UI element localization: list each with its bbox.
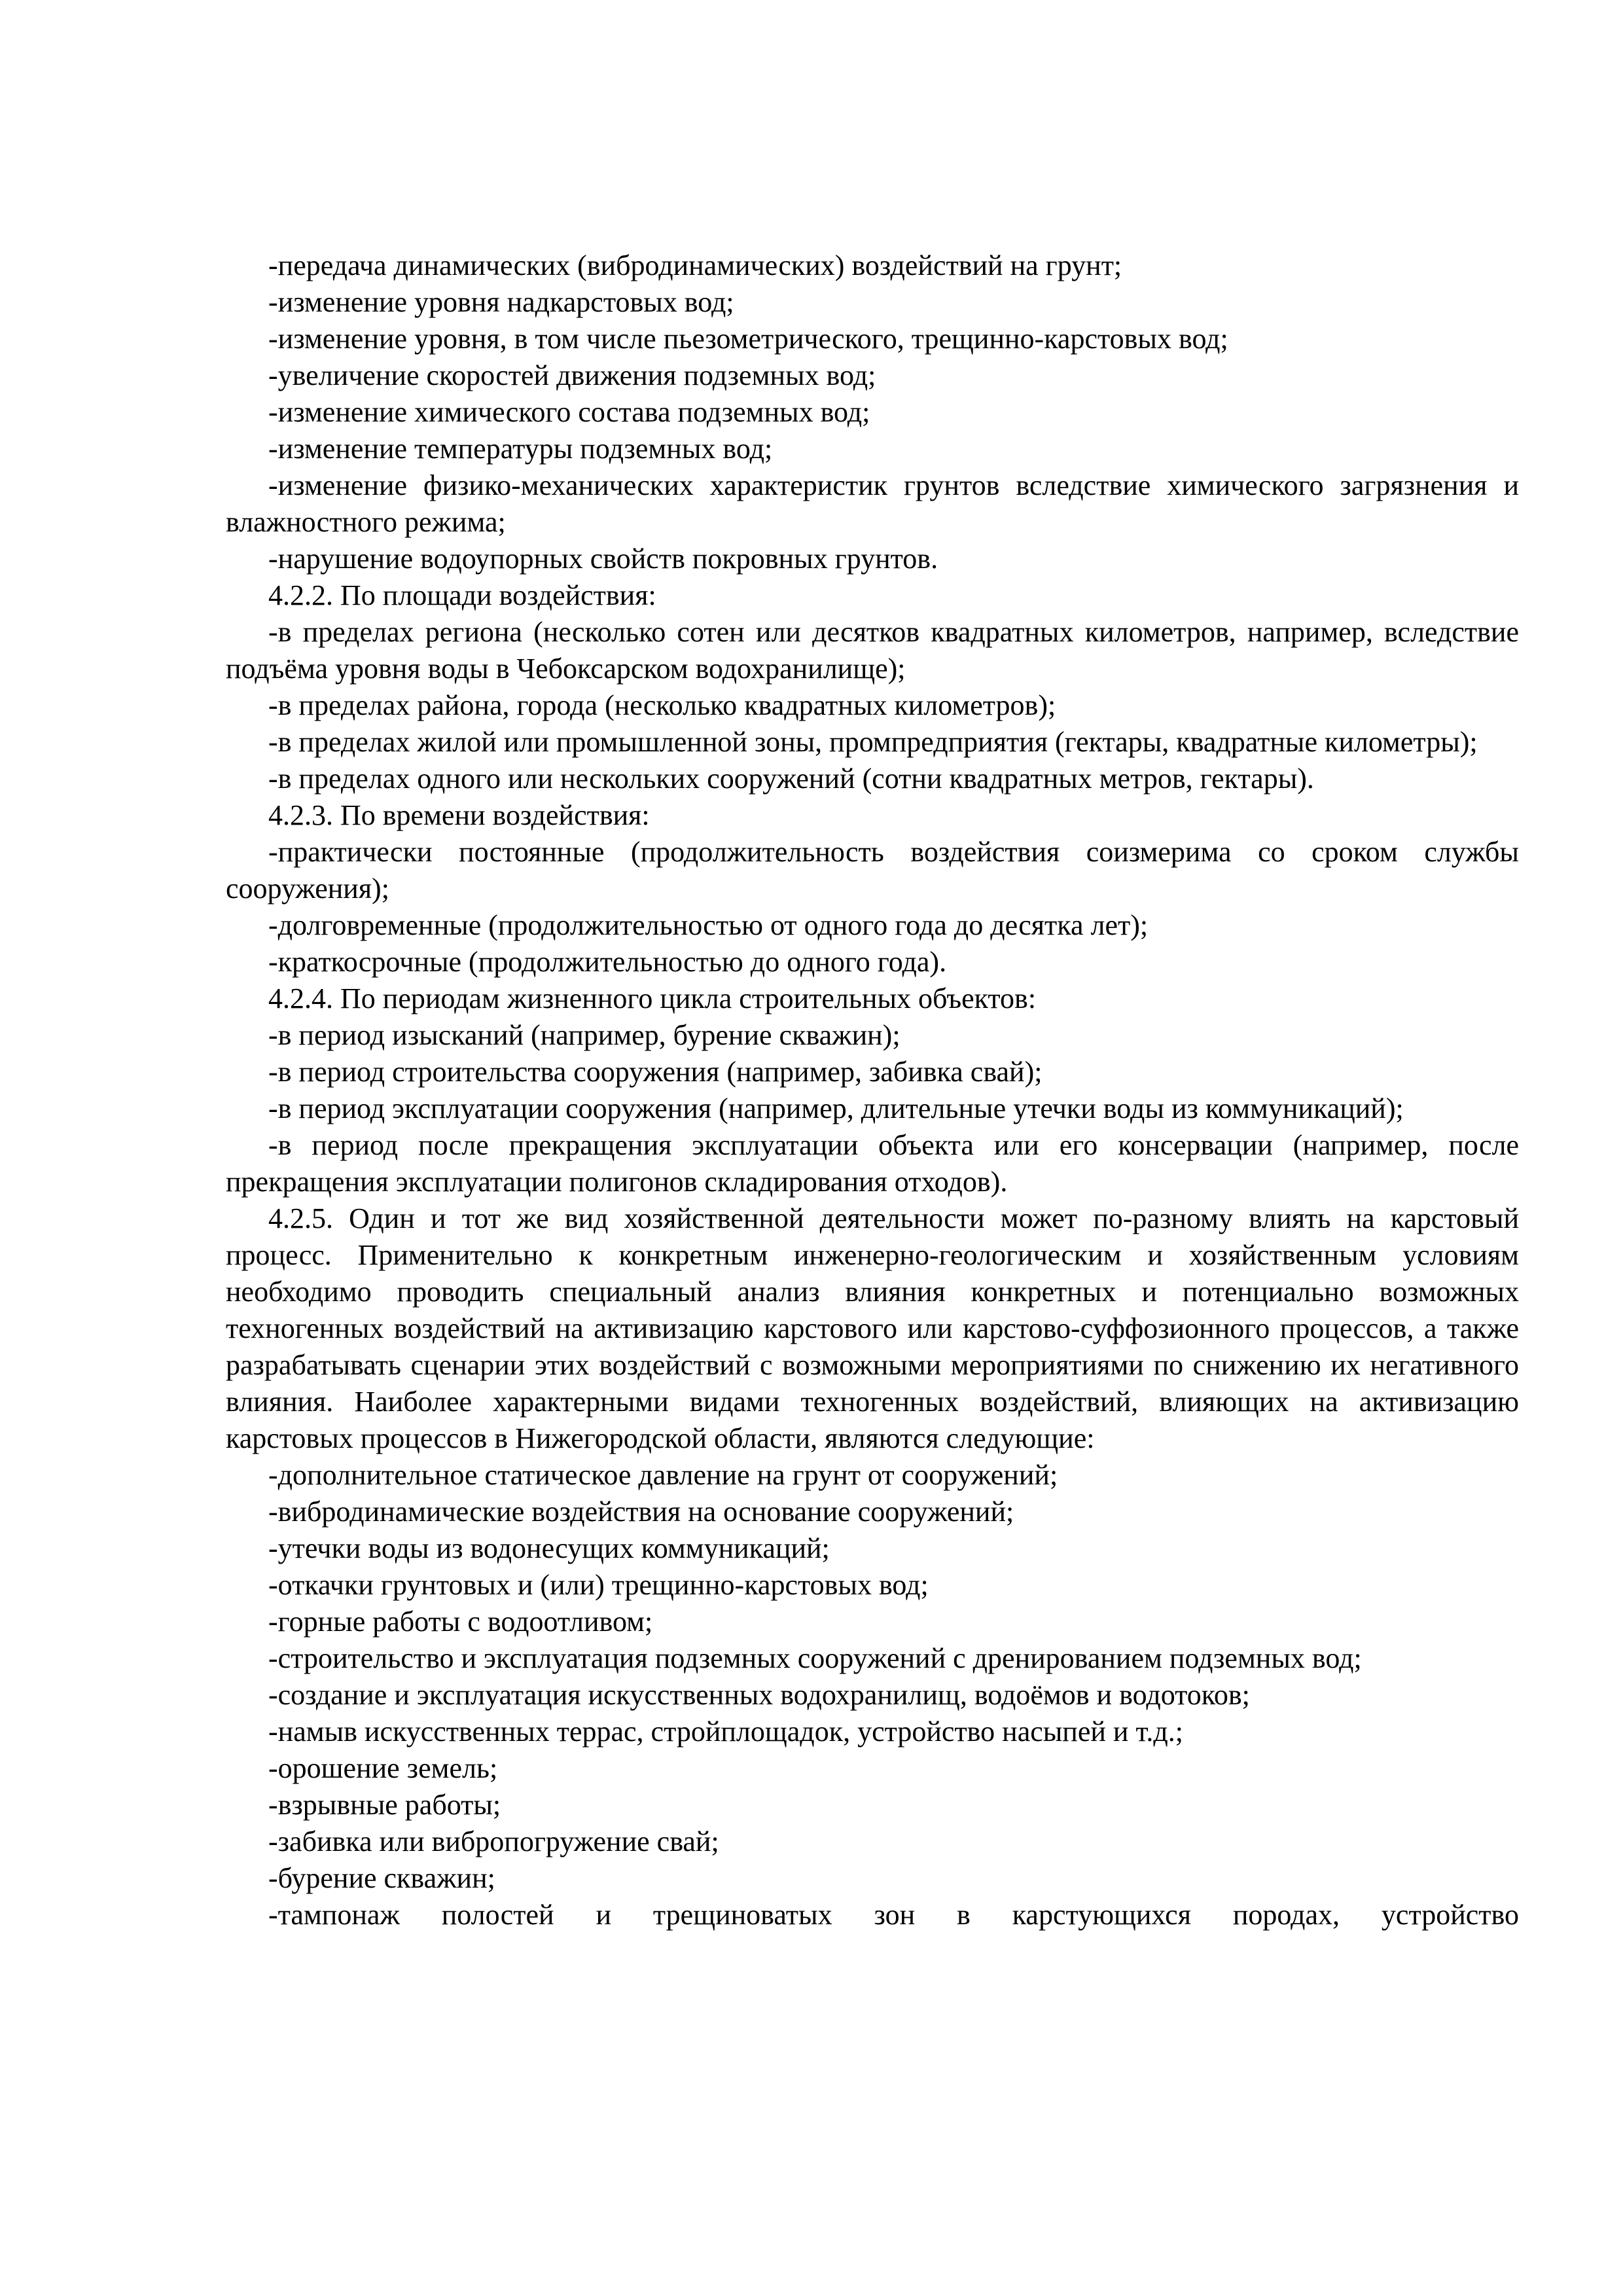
list-item: -в пределах района, города (несколько квадратных километров); [268, 689, 1056, 721]
list-item: -в пределах жилой или промышленной зоны, промпредприятия (гектары, квадратные километры); [268, 726, 1478, 758]
list-item: -в период строительства сооружения (например, забивка свай); [268, 1056, 1043, 1088]
list-item: -изменение химического состава подземных вод; [268, 396, 870, 428]
list-item: -орошение земель; [268, 1752, 498, 1784]
body-paragraph: 4.2.5. Один и тот же вид хозяйственной деятельности может по-разному влиять на карстовый процесс. Применительно к конкретным инженерно-геологическим и хозяйственным условиям необходимо проводить специальный анализ влияния конкретных и потенциально возможных техногенных воздействий на активизацию карстового или карстово-суффозионного процессов, а также разрабатывать сценарии этих воздействий с возможными мероприятиями по снижению их негативного влияния. Наиболее характерными видами техногенных воздействий, влияющих на активизацию карстовых процессов в Нижегородской области, являются следующие: [226, 1202, 1519, 1454]
list-item: -дополнительное статическое давление на грунт от сооружений; [268, 1459, 1058, 1491]
list-item: -долговременные (продолжительностью от одного года до десятка лет); [268, 909, 1149, 941]
list-item: -в период эксплуатации сооружения (например, длительные утечки воды из коммуникаций); [268, 1092, 1404, 1124]
list-item: -намыв искусственных террас, стройплощадок, устройство насыпей и т.д.; [268, 1715, 1184, 1748]
list-item: -изменение уровня надкарстовых вод; [268, 286, 734, 318]
list-item: -взрывные работы; [268, 1789, 501, 1821]
list-item: -увеличение скоростей движения подземных вод; [268, 359, 876, 391]
list-item: -утечки воды из водонесущих коммуникаций; [268, 1532, 830, 1564]
list-item: -передача динамических (вибродинамических) воздействий на грунт; [268, 249, 1122, 281]
section-heading: 4.2.2. По площади воздействия: [268, 579, 656, 611]
section-heading: 4.2.4. По периодам жизненного цикла строительных объектов: [268, 982, 1037, 1014]
list-item: -тампонаж полостей и трещиноватых зон в карстующихся породах, устройство [268, 1899, 1519, 1931]
list-item: -создание и эксплуатация искусственных водохранилищ, водоёмов и водотоков; [268, 1679, 1250, 1711]
list-item: -горные работы с водоотливом; [268, 1605, 653, 1638]
list-item: -откачки грунтовых и (или) трещинно-карстовых вод; [268, 1569, 929, 1601]
list-item: -бурение скважин; [268, 1862, 495, 1894]
list-item: -в пределах одного или нескольких сооружений (сотни квадратных метров, гектары). [268, 762, 1314, 795]
list-item: -краткосрочные (продолжительностью до одного года). [268, 946, 947, 978]
section-heading: 4.2.3. По времени воздействия: [268, 799, 650, 831]
list-item: -в период изысканий (например, бурение скважин); [268, 1019, 901, 1051]
list-item: -изменение температуры подземных вод; [268, 433, 773, 465]
list-item: -забивка или вибропогружение свай; [268, 1825, 719, 1857]
list-item: -вибродинамические воздействия на основание сооружений; [268, 1496, 1014, 1528]
list-item: -нарушение водоупорных свойств покровных грунтов. [268, 543, 938, 575]
list-item: -практически постоянные (продолжительность воздействия соизмерима со сроком службы сооружения); [226, 836, 1519, 905]
list-item: -изменение физико-механических характеристик грунтов вследствие химического загрязнения и влажностного режима; [226, 469, 1519, 538]
list-item: -изменение уровня, в том числе пьезометрического, трещинно-карстовых вод; [268, 323, 1228, 355]
list-item: -в пределах региона (несколько сотен или десятков квадратных километров, например, вследствие подъёма уровня воды в Чебоксарском водохранилище); [226, 616, 1519, 685]
list-item: -строительство и эксплуатация подземных сооружений с дренированием подземных вод; [268, 1642, 1362, 1674]
list-item: -в период после прекращения эксплуатации объекта или его консервации (например, после прекращения эксплуатации полигонов складирования отходов). [226, 1129, 1519, 1198]
document-page [226, 247, 1519, 1933]
